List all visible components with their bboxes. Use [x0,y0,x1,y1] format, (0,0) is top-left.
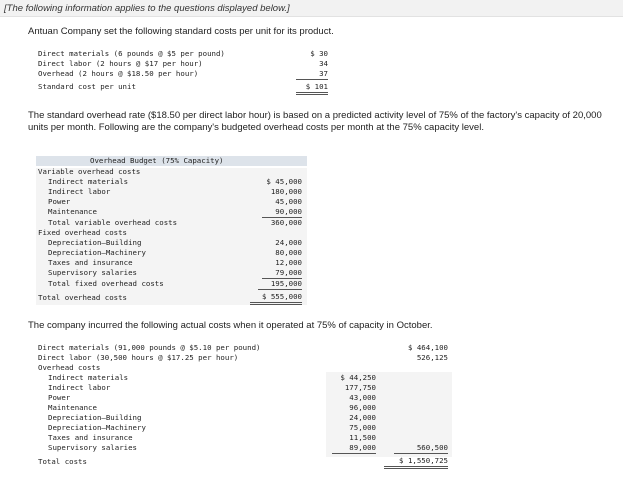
actual-item-amount: 96,000 [349,403,376,412]
actual-dm-amount: $ 464,100 [407,343,448,352]
std-row-label: Overhead (2 hours @ $18.50 per hour) [38,69,199,78]
actual-item-label: Indirect labor [48,383,111,392]
std-row-amount: $ 30 [310,49,328,58]
budget-item-label: Taxes and insurance [48,258,133,267]
variable-total-label: Total variable overhead costs [48,218,178,227]
budget-title: Overhead Budget (75% Capacity) [90,156,224,165]
intro-text: Antuan Company set the following standard costs per unit for its product. [28,26,334,37]
budget-item-amount: 90,000 [262,207,302,218]
budget-item-amount: 80,000 [275,248,302,257]
actual-intro-text: The company incurred the following actual costs when it operated at 75% of capacity in October. [28,320,433,331]
total-costs-label: Total costs [38,457,87,466]
budget-item-label: Depreciation—Building [48,238,142,247]
actual-item-label: Depreciation—Machinery [48,423,146,432]
budget-total-label: Total overhead costs [38,293,127,302]
budget-item-amount: $ 45,000 [266,177,302,186]
budget-item-label: Indirect labor [48,187,111,196]
budget-item-label: Indirect materials [48,177,129,186]
budget-item-label: Supervisory salaries [48,268,137,277]
budget-item-amount: 45,000 [275,197,302,206]
fixed-total-amount: 195,000 [258,279,302,290]
actual-item-amount: 43,000 [349,393,376,402]
actual-item-amount: 11,500 [349,433,376,442]
fixed-header: Fixed overhead costs [38,228,127,237]
actual-item-amount: 75,000 [349,423,376,432]
actual-item-label: Power [48,393,71,402]
actual-item-label: Maintenance [48,403,97,412]
actual-item-label: Supervisory salaries [48,443,137,452]
fixed-total-label: Total fixed overhead costs [48,279,164,288]
std-total-label: Standard cost per unit [38,82,136,91]
actual-item-amount: 24,000 [349,413,376,422]
actual-item-label: Taxes and insurance [48,433,133,442]
actual-dl-label: Direct labor (30,500 hours @ $17.25 per hour) [38,353,239,362]
actual-item-amount: $ 44,250 [340,373,376,382]
total-costs-amount: $ 1,550,725 [384,456,448,469]
budget-total-amount: $ 555,000 [250,292,302,305]
info-note: [The following information applies to the questions displayed below.] [0,0,623,17]
budget-item-label: Power [48,197,71,206]
budget-item-amount: 24,000 [275,238,302,247]
budget-item-amount: 180,000 [270,187,302,196]
variable-total-amount: 360,000 [270,218,302,227]
overhead-costs-header: Overhead costs [38,363,101,372]
actual-dl-amount: 526,125 [416,353,448,362]
variable-header: Variable overhead costs [38,167,141,176]
std-row-amount: 37 [296,69,328,80]
std-total-amount: $ 101 [296,82,328,95]
actual-item-label: Indirect materials [48,373,129,382]
overhead-paragraph: The standard overhead rate ($18.50 per direct labor hour) is based on a predicted activity level of 75% of the factory's capacity of 20,000 units per month. Following are the company's budgeted overhead costs per month at the 75% capacity level. [28,110,602,133]
budget-item-label: Depreciation—Machinery [48,248,146,257]
budget-item-amount: 12,000 [275,258,302,267]
std-row-amount: 34 [319,59,328,68]
actual-item-label: Depreciation—Building [48,413,142,422]
actual-dm-label: Direct materials (91,000 pounds @ $5.10 per pound) [38,343,261,352]
actual-item-amount: 177,750 [344,383,376,392]
actual-item-amount: 89,000 [332,443,376,454]
std-row-label: Direct materials (6 pounds @ $5 per pound) [38,49,225,58]
overhead-total-amount: 560,500 [394,443,448,454]
budget-item-amount: 79,000 [262,268,302,279]
std-row-label: Direct labor (2 hours @ $17 per hour) [38,59,203,68]
budget-item-label: Maintenance [48,207,97,216]
